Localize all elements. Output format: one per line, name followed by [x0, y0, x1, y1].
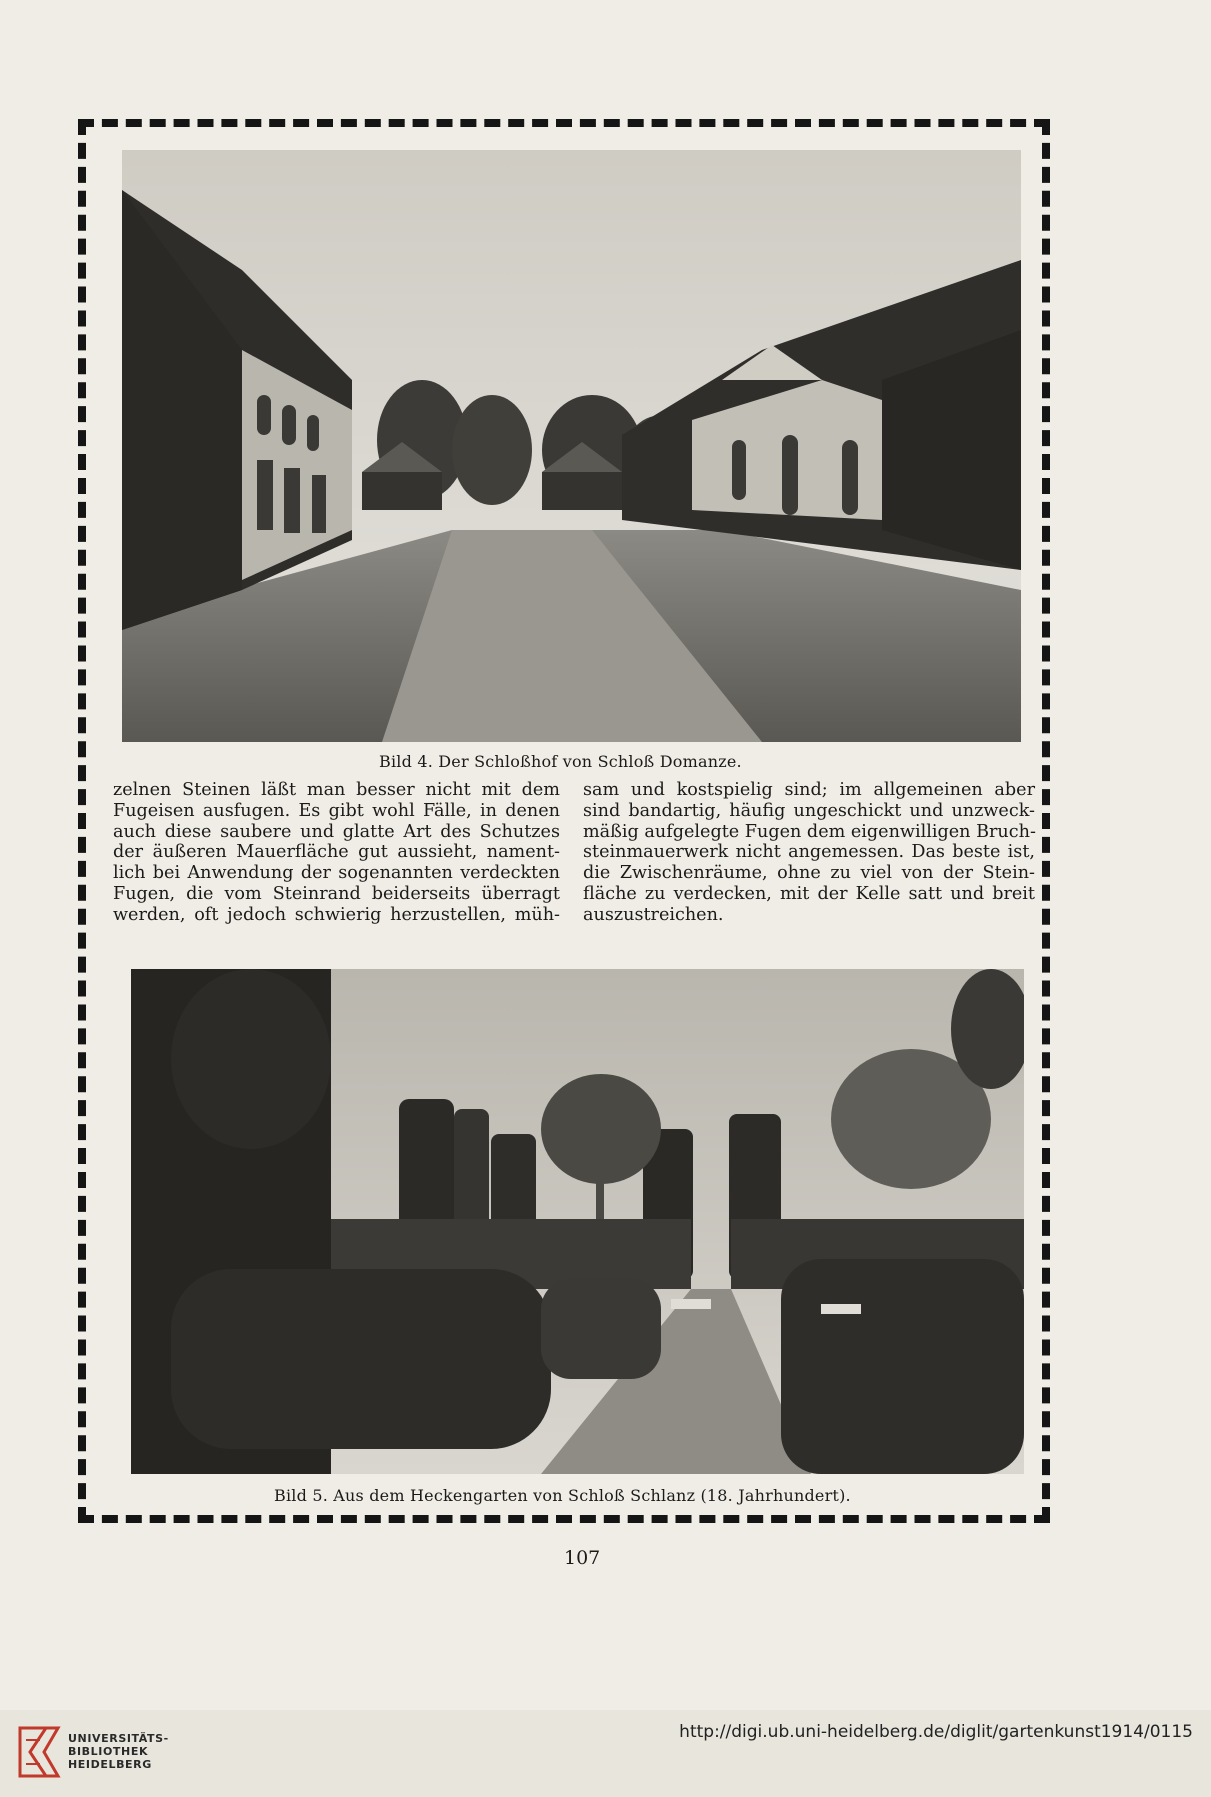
- university-logo-icon: [16, 1720, 62, 1784]
- text-line: der äußeren Mauerfläche gut aussieht, nament-: [113, 842, 560, 863]
- source-url-link[interactable]: http://digi.ub.uni-heidelberg.de/diglit/gartenkunst1914/0115: [679, 1722, 1193, 1742]
- text-column-left: [113, 780, 560, 926]
- text-line: sind bandartig, häufig ungeschickt und unzweck-: [583, 800, 1035, 821]
- photo-heckengarten-schlanz: [131, 969, 1024, 1474]
- text-line: Fugen, die vom Steinrand beiderseits überragt: [113, 883, 560, 904]
- figure2-caption: Bild 5. Aus dem Heckengarten von Schloß Schlanz (18. Jahrhundert).: [274, 1486, 851, 1505]
- hedge-garden-illustration: [131, 969, 1024, 1474]
- university-logo-text: [68, 1732, 169, 1771]
- text-column-right: [583, 780, 1035, 926]
- text-line: Fugeisen ausfugen. Es gibt wohl Fälle, in denen: [113, 800, 560, 821]
- logo-line: BIBLIOTHEK: [68, 1745, 149, 1758]
- figure1-caption: Bild 4. Der Schloßhof von Schloß Domanze.: [379, 752, 742, 771]
- text-line: auch diese saubere und glatte Art des Schutzes: [113, 821, 560, 842]
- courtyard-illustration: [122, 150, 1021, 742]
- text-line: sam und kostspielig sind; im allgemeinen aber: [583, 780, 1035, 800]
- text-line: fläche zu verdecken, mit der Kelle satt und breit: [583, 883, 1035, 904]
- logo-line: UNIVERSITÄTS-: [68, 1732, 169, 1745]
- text-line: werden, oft jedoch schwierig herzustellen, müh-: [113, 904, 560, 925]
- text-line: auszustreichen.: [583, 904, 724, 925]
- page-number: 107: [564, 1547, 601, 1569]
- text-line: die Zwischenräume, ohne zu viel von der Stein-: [583, 863, 1035, 884]
- text-line: mäßig aufgelegte Fugen dem eigenwilligen Bruch-: [583, 821, 1036, 842]
- text-line: lich bei Anwendung der sogenannten verdeckten: [113, 863, 560, 884]
- photo-schlosshof-domanze: [122, 150, 1021, 742]
- text-line: steinmauerwerk nicht angemessen. Das beste ist,: [583, 842, 1035, 863]
- logo-line: HEIDELBERG: [68, 1758, 152, 1771]
- text-line: zelnen Steinen läßt man besser nicht mit dem: [113, 780, 560, 800]
